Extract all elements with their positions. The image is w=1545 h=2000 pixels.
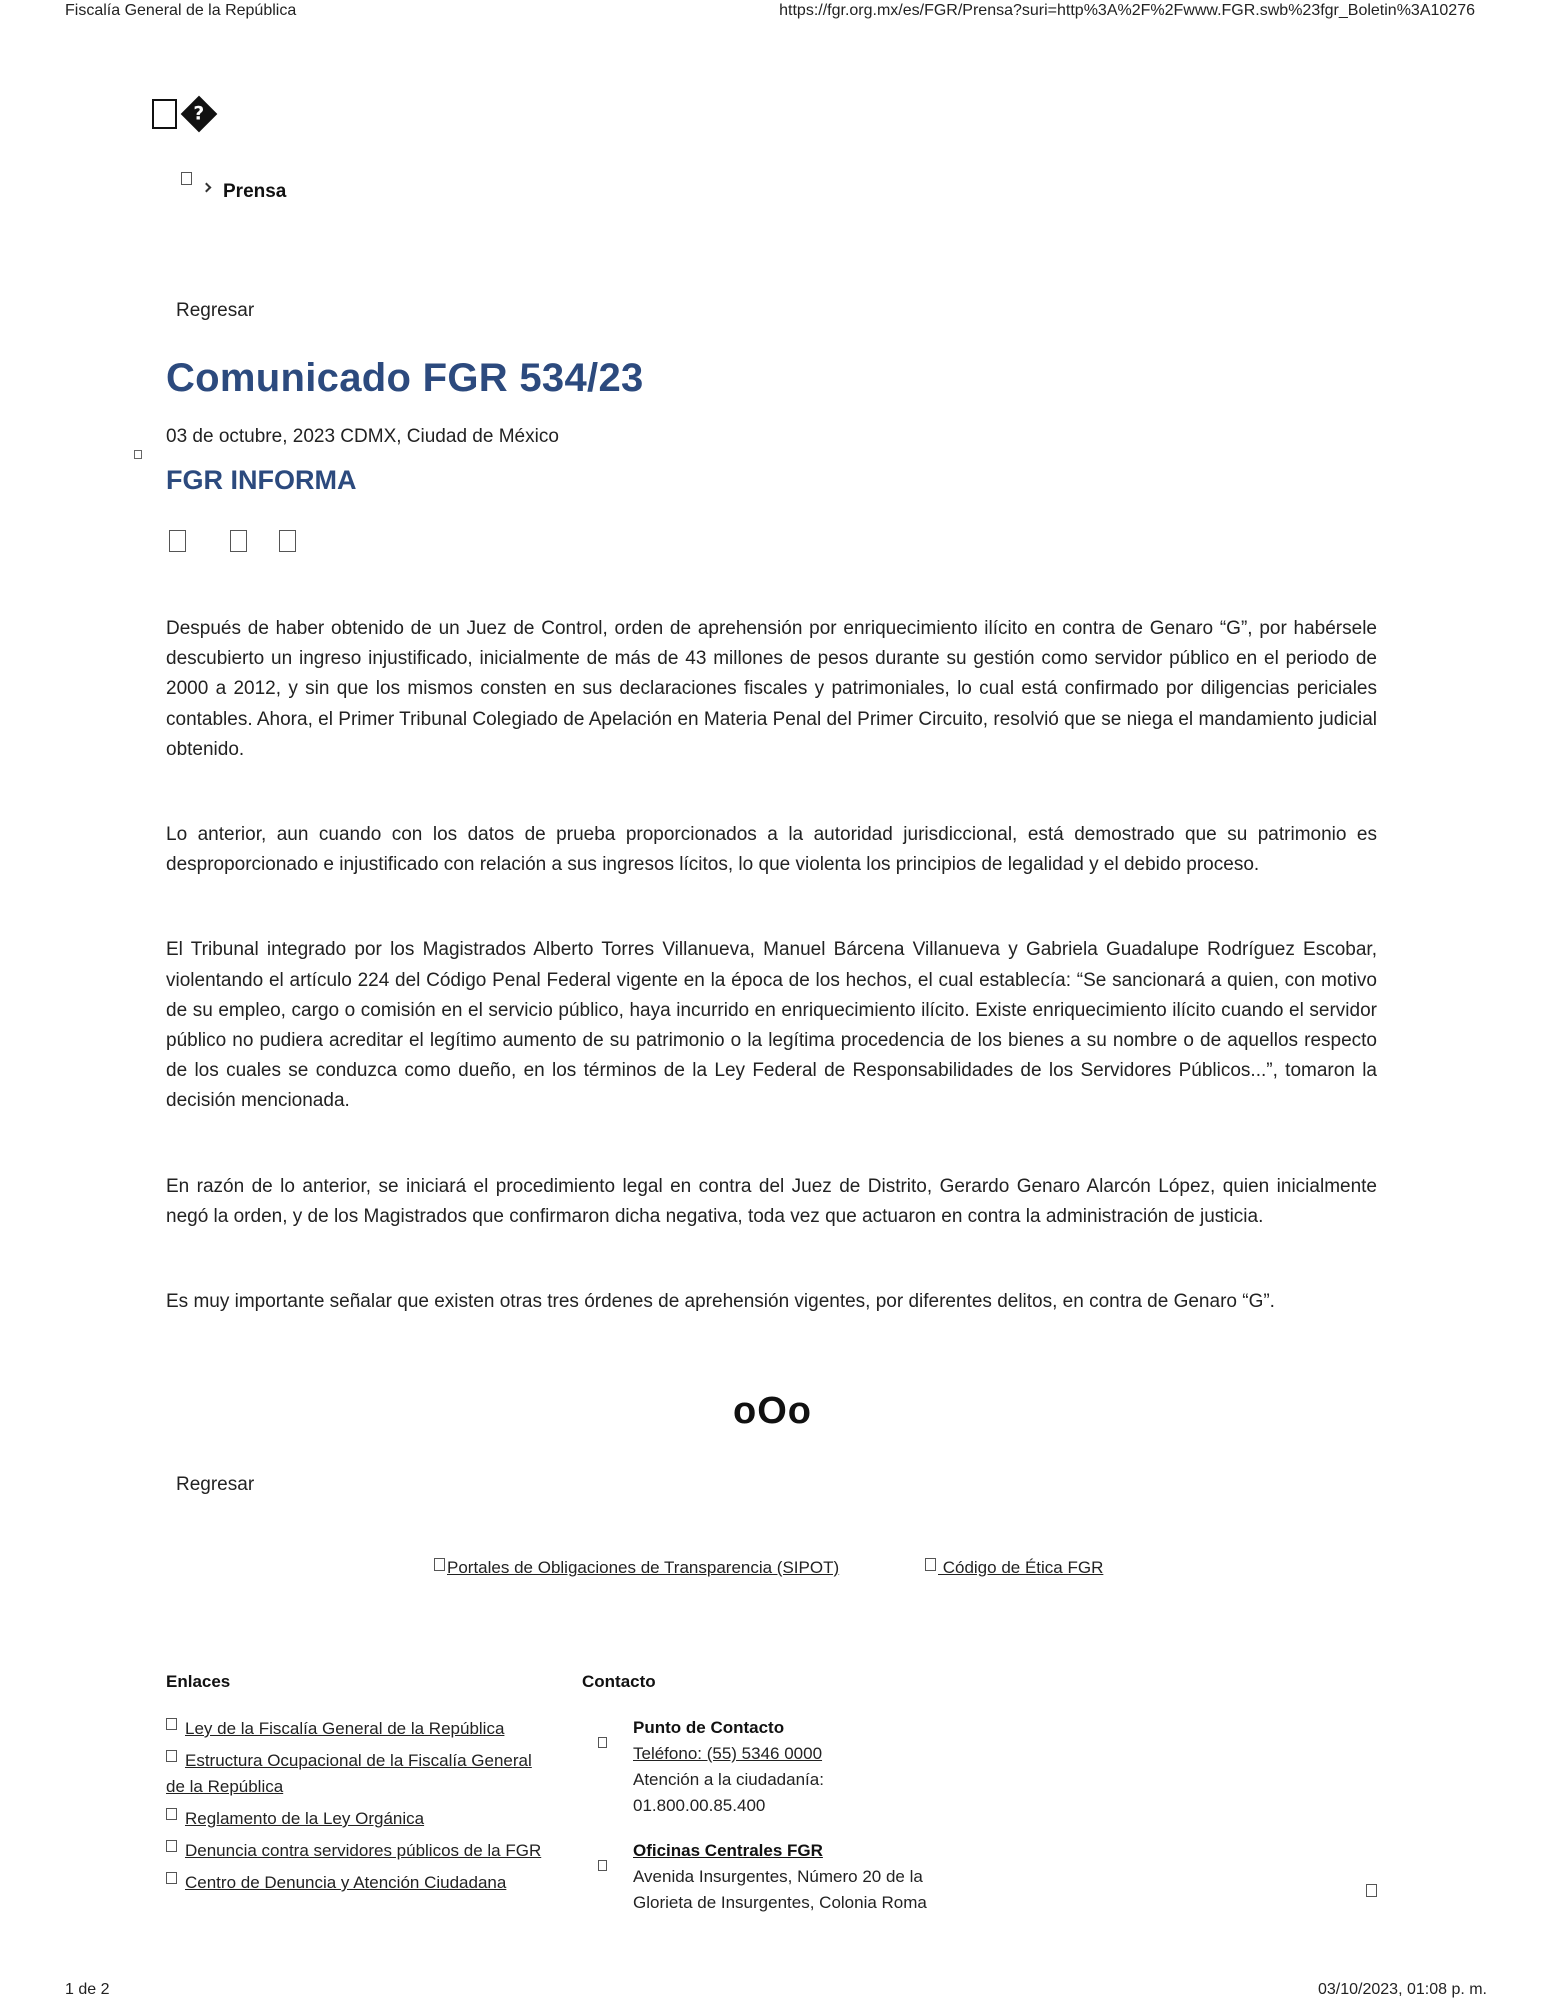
list-item xyxy=(166,1806,546,1832)
link-icon xyxy=(166,1718,177,1730)
article-subtitle: FGR INFORMA xyxy=(166,465,357,495)
article-paragraph: Lo anterior, aun cuando con los datos de prueba proporcionados a la autoridad jurisdiccional, está demostrado que su patrimonio es desproporcionado e injustificado con relación a sus ingresos lícitos, lo que violenta los principios de legalidad y el debido proceso. xyxy=(166,824,1377,876)
link-icon xyxy=(166,1750,177,1762)
address-line: Avenida Insurgentes, Número 20 de la xyxy=(633,1867,923,1886)
back-link-top[interactable]: Regresar xyxy=(176,300,255,321)
list-item xyxy=(166,1748,546,1800)
page-number: 1 de 2 xyxy=(65,1981,110,1998)
phone-link[interactable]: Teléfono: (55) 5346 0000 xyxy=(633,1744,823,1763)
enlace-centro-denuncia[interactable]: Centro de Denuncia y Atención Ciudadana xyxy=(185,1873,507,1892)
home-icon[interactable] xyxy=(181,172,192,185)
list-item xyxy=(166,1870,546,1896)
article-dateline: 03 de octubre, 2023 CDMX, Ciudad de México xyxy=(166,426,559,447)
enlace-denuncia-servidores[interactable]: Denuncia contra servidores públicos de la FGR xyxy=(185,1841,542,1860)
link-icon xyxy=(166,1808,177,1820)
facebook-share-icon[interactable] xyxy=(169,530,186,552)
print-header-url: https://fgr.org.mx/es/FGR/Prensa?suri=http%3A%2F%2Fwww.FGR.swb%23fgr_Boletin%3A10276 xyxy=(779,2,1475,19)
scroll-top-icon[interactable] xyxy=(1366,1884,1377,1897)
logo-replacement-glyph-icon: ? xyxy=(181,96,218,133)
codigo-etica-link[interactable]: Código de Ética FGR xyxy=(938,1558,1104,1577)
enlaces-list xyxy=(166,1716,546,1902)
link-icon xyxy=(166,1840,177,1852)
email-share-icon[interactable] xyxy=(279,530,296,552)
list-item xyxy=(166,1838,546,1864)
contact-point-title: Punto de Contacto xyxy=(633,1718,785,1737)
enlaces-heading: Enlaces xyxy=(166,1672,231,1691)
article-body xyxy=(166,614,1377,1317)
transparency-links xyxy=(0,1555,1545,1585)
address-line: Glorieta de Insurgentes, Colonia Roma xyxy=(633,1893,927,1912)
link-icon xyxy=(166,1872,177,1884)
page-title: Comunicado FGR 534/23 xyxy=(166,356,644,400)
enlace-reglamento[interactable]: Reglamento de la Ley Orgánica xyxy=(185,1809,425,1828)
contact-point xyxy=(633,1715,1013,1819)
side-small-icon xyxy=(134,450,142,459)
list-item xyxy=(166,1716,546,1742)
sipot-link[interactable]: Portales de Obligaciones de Transparencia (SIPOT) xyxy=(447,1558,840,1577)
attention-number: 01.800.00.85.400 xyxy=(633,1796,766,1815)
attention-label: Atención a la ciudadanía: xyxy=(633,1770,824,1789)
enlace-estructura[interactable]: Estructura Ocupacional de la Fiscalía General de la República xyxy=(166,1751,532,1796)
article-paragraph: Después de haber obtenido de un Juez de Control, orden de aprehensión por enriquecimiento ilícito en contra de Genaro “G”, por habérsele descubierto un ingreso injustificado, inicialmente de más de 43 millones de pesos durante su gestión como servidor público en el periodo de 2000 a 2012, y sin que los mismos consten en sus declaraciones fiscales y patrimoniales, lo cual está confirmado por diligencias periciales contables. Ahora, el Primer Tribunal Colegiado de Apelación en Materia Penal del Primer Circuito, resolvió que se niega el mandamiento judicial obtenido. xyxy=(166,618,1377,760)
back-link-bottom[interactable]: Regresar xyxy=(176,1474,255,1495)
print-datetime: 03/10/2023, 01:08 p. m. xyxy=(1317,1981,1487,1998)
enlace-ley-fgr[interactable]: Ley de la Fiscalía General de la República xyxy=(185,1719,505,1738)
article-paragraph: Es muy importante señalar que existen otras tres órdenes de aprehensión vigentes, por diferentes delitos, en contra de Genaro “G”. xyxy=(166,1291,1275,1313)
central-offices xyxy=(633,1838,1013,1916)
location-icon xyxy=(598,1860,607,1871)
contacto-heading: Contacto xyxy=(582,1672,656,1691)
link-icon xyxy=(925,1558,936,1571)
logo-missing-glyph-icon xyxy=(152,99,177,129)
article-paragraph: En razón de lo anterior, se iniciará el procedimiento legal en contra del Juez de Distrito, Gerardo Genaro Alarcón López, quien inicialmente negó la orden, y de los Magistrados que confirmaron dicha negativa, toda vez que actuaron en contra la administración de justicia. xyxy=(166,1175,1377,1227)
offices-link[interactable]: Oficinas Centrales FGR xyxy=(633,1841,823,1860)
chevron-right-icon xyxy=(202,183,212,193)
print-header xyxy=(65,2,1475,22)
phone-icon xyxy=(598,1737,607,1748)
print-footer xyxy=(65,1981,1487,2000)
closing-mark: oOo xyxy=(733,1390,812,1432)
breadcrumb-current[interactable]: Prensa xyxy=(223,181,287,202)
link-icon xyxy=(434,1558,445,1571)
article-paragraph: El Tribunal integrado por los Magistrados Alberto Torres Villanueva, Manuel Bárcena Villanueva y Gabriela Guadalupe Rodríguez Escobar, violentando el artículo 224 del Código Penal Federal vigente en la época de los hechos, el cual establecía: “Se sancionará a quien, con motivo de su empleo, cargo o comisión en el servicio público, haya incurrido en enriquecimiento ilícito. Existe enriquecimiento ilícito cuando el servidor público no pudiera acreditar el legítimo aumento de su patrimonio o la legítima procedencia de los bienes a su nombre o de aquellos respecto de los cuales se conduzca como dueño, en los términos de la Ley Federal de Responsabilidades de los Servidores Públicos...”, tomaron la decisión mencionada. xyxy=(166,939,1377,1112)
site-logo[interactable] xyxy=(152,96,217,132)
twitter-share-icon[interactable] xyxy=(230,530,247,552)
print-header-title: Fiscalía General de la República xyxy=(65,2,297,19)
